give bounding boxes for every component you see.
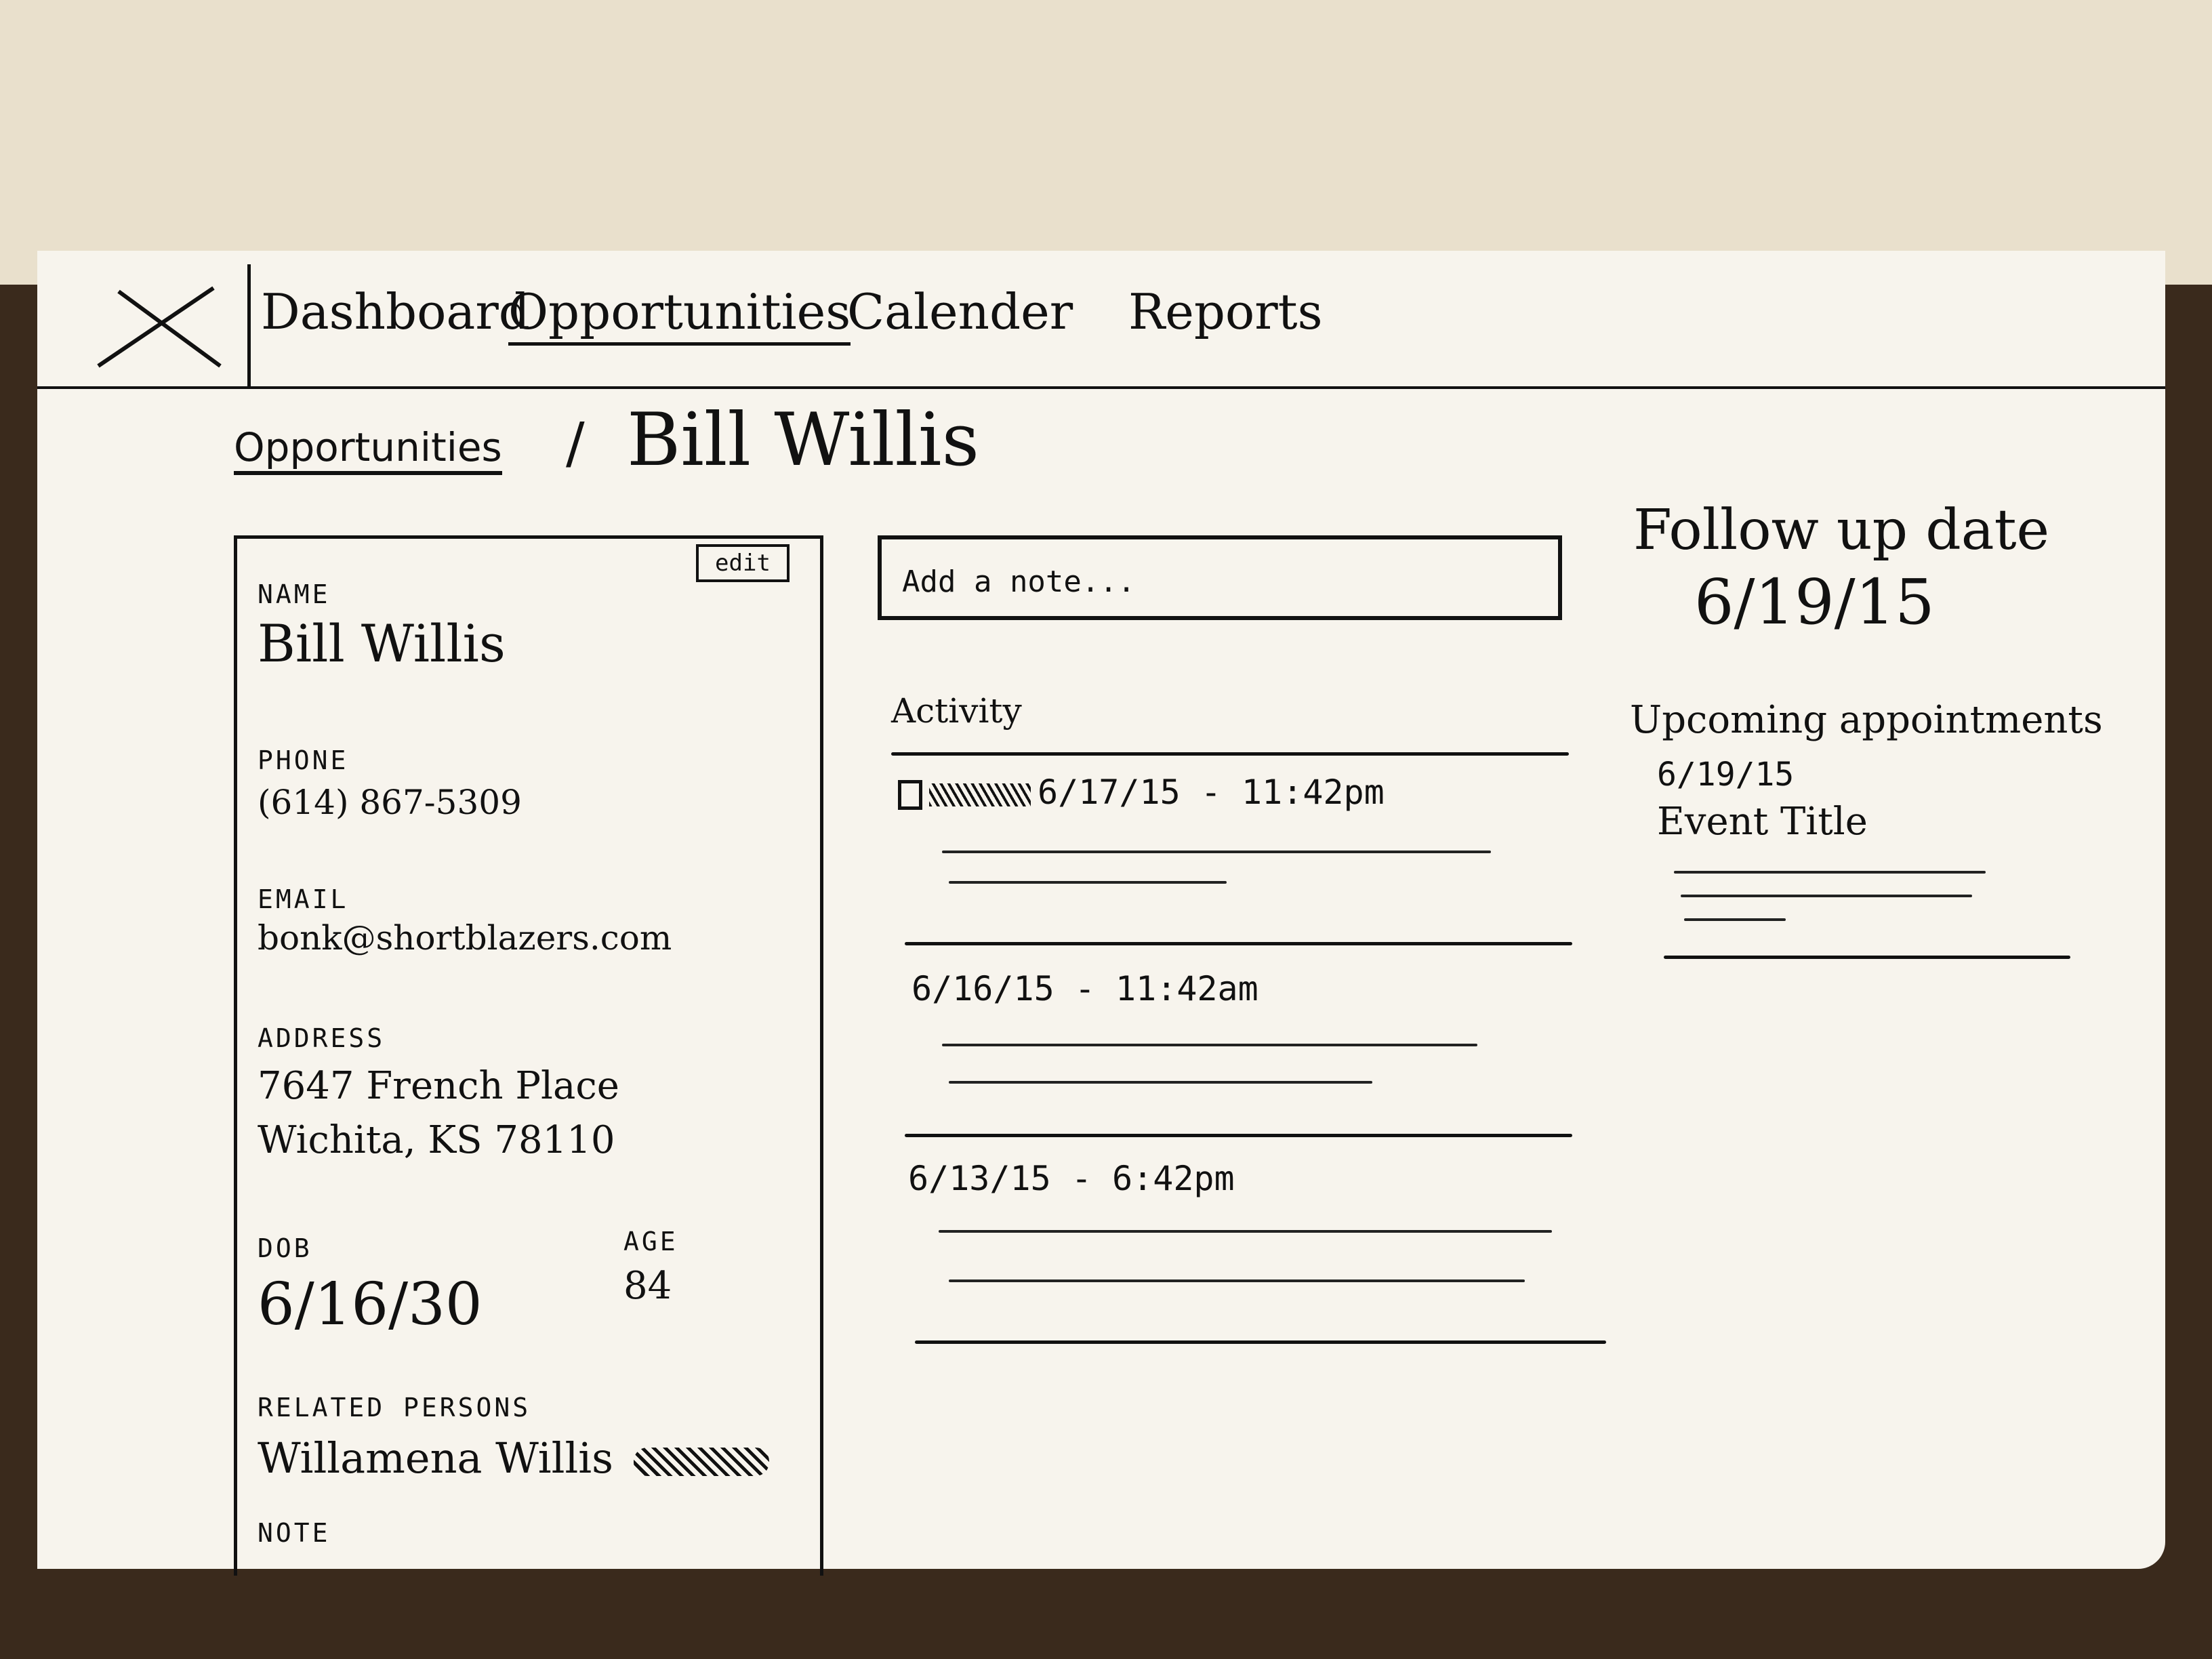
address-label: ADDRESS [258, 1023, 386, 1053]
breadcrumb-opportunities-link[interactable]: Opportunities [234, 424, 502, 475]
appointment-text-line [1681, 895, 1972, 897]
email-value: bonk@shortblazers.com [258, 918, 672, 958]
activity-timestamp: 6/16/15 - 11:42am [912, 969, 1258, 1008]
appointment-text-line [1684, 918, 1786, 921]
note-label: NOTE [258, 1518, 331, 1548]
activity-timestamp: 6/17/15 - 11:42pm [1038, 773, 1385, 812]
address-line2: Wichita, KS 78110 [258, 1118, 615, 1162]
nav-reports[interactable]: Reports [1128, 283, 1323, 340]
scribbled-out-text [929, 783, 1031, 806]
activity-text-line [949, 1279, 1525, 1282]
activity-text-line [939, 1230, 1552, 1233]
activity-text-line [949, 881, 1227, 884]
related-person-item [258, 1433, 769, 1483]
age-value: 84 [623, 1264, 672, 1308]
activity-entry-header [898, 773, 1385, 812]
x-placeholder-icon [91, 278, 227, 380]
phone-label: PHONE [258, 745, 349, 775]
background-notebook-page [0, 0, 2212, 285]
activity-checkbox[interactable] [898, 780, 922, 810]
follow-up-title: Follow up date [1633, 498, 2050, 562]
top-nav [37, 251, 2165, 389]
appointment-text-line [1674, 871, 1986, 874]
related-persons-label: RELATED PERSONS [258, 1393, 531, 1422]
address-line1: 7647 French Place [258, 1064, 619, 1108]
edit-button[interactable]: edit [696, 544, 790, 582]
activity-divider [915, 1340, 1606, 1344]
name-label: NAME [258, 579, 331, 609]
appointments-divider [1664, 956, 2070, 959]
related-person-name: Willamena Willis [258, 1433, 613, 1483]
phone-value: (614) 867-5309 [258, 783, 522, 822]
scribbled-out-text [634, 1448, 769, 1476]
dob-value: 6/16/30 [258, 1271, 483, 1338]
activity-text-line [942, 1044, 1477, 1046]
logo[interactable] [78, 264, 251, 386]
nav-calender[interactable]: Calender [847, 283, 1073, 340]
nav-opportunities[interactable]: Opportunities [508, 281, 851, 346]
activity-divider [891, 752, 1569, 756]
wireframe-page [37, 251, 2165, 1569]
add-note-input[interactable]: Add a note... [878, 535, 1562, 620]
appointments-title: Upcoming appointments [1630, 698, 2103, 742]
nav-dashboard[interactable]: Dashboard [261, 283, 530, 340]
activity-divider [905, 1134, 1572, 1137]
appointment-date: 6/19/15 [1657, 756, 1795, 794]
activity-text-line [949, 1081, 1372, 1084]
activity-title: Activity [891, 691, 1022, 731]
activity-timestamp: 6/13/15 - 6:42pm [908, 1159, 1235, 1198]
page-title: Bill Willis [627, 398, 980, 483]
follow-up-date: 6/19/15 [1694, 566, 1935, 638]
appointment-title: Event Title [1657, 800, 1868, 844]
activity-divider [905, 942, 1572, 945]
dob-label: DOB [258, 1233, 312, 1263]
profile-card [234, 535, 823, 1576]
breadcrumb-separator: / [566, 411, 585, 476]
name-value: Bill Willis [258, 613, 506, 674]
activity-text-line [942, 851, 1491, 853]
age-label: AGE [623, 1227, 678, 1256]
email-label: EMAIL [258, 884, 349, 914]
